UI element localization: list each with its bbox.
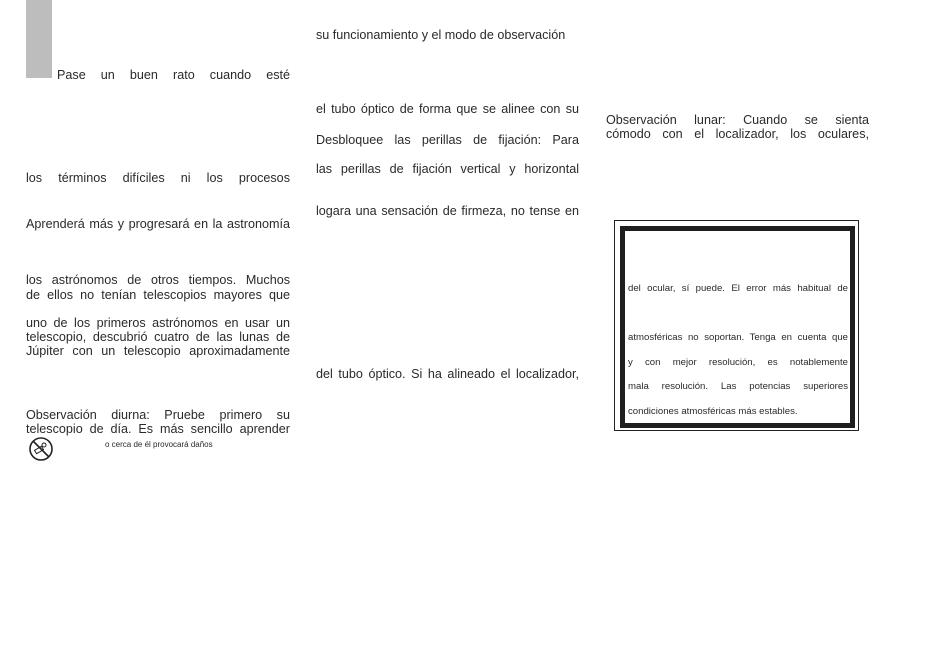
col1-line-8: Júpiter con un telescopio aproximadamente xyxy=(26,344,290,358)
warning-text: o cerca de él provocará daños xyxy=(105,440,213,449)
col1-line-9: Observación diurna: Pruebe primero su xyxy=(26,408,290,422)
no-sun-warning-icon xyxy=(28,436,54,462)
col2-line-6: del tubo óptico. Si ha alineado el localizador, xyxy=(316,367,579,381)
col1-line-6: uno de los primeros astrónomos en usar un xyxy=(26,316,290,330)
col1-line-10: telescopio de día. Es más sencillo aprender xyxy=(26,422,290,436)
note-line-1: del ocular, sí puede. El error más habitual de xyxy=(628,283,848,294)
col3-line-1: Observación lunar: Cuando se sienta xyxy=(606,113,869,127)
note-line-4: mala resolución. Las potencias superiores xyxy=(628,381,848,392)
col2-line-5: logara una sensación de firmeza, no tense en xyxy=(316,204,579,218)
note-line-2: atmosféricas no soportan. Tenga en cuenta que xyxy=(628,332,848,343)
col1-line-2: los términos difíciles ni los procesos xyxy=(26,171,290,185)
note-line-3: y con mejor resolución, es notablemente xyxy=(628,357,848,368)
col1-line-5: de ellos no tenían telescopios mayores que xyxy=(26,288,290,302)
col2-line-1: su funcionamiento y el modo de observación xyxy=(316,28,566,42)
col1-line-3: Aprenderá más y progresará en la astronomía xyxy=(26,217,290,231)
col1-line-1: Pase un buen rato cuando esté xyxy=(57,68,290,82)
col3-line-2: cómodo con el localizador, los oculares, xyxy=(606,127,869,141)
section-tab xyxy=(26,0,52,78)
col2-line-4: las perillas de fijación vertical y horizontal xyxy=(316,162,579,176)
note-line-5: condiciones atmosféricas más estables. xyxy=(628,406,798,417)
col1-line-4: los astrónomos de otros tiempos. Muchos xyxy=(26,273,290,287)
col2-line-2: el tubo óptico de forma que se alinee con su xyxy=(316,102,579,116)
note-box xyxy=(620,226,855,428)
col2-line-3: Desbloquee las perillas de fijación: Para xyxy=(316,133,579,147)
col1-line-7: telescopio, descubrió cuatro de las lunas de xyxy=(26,330,290,344)
